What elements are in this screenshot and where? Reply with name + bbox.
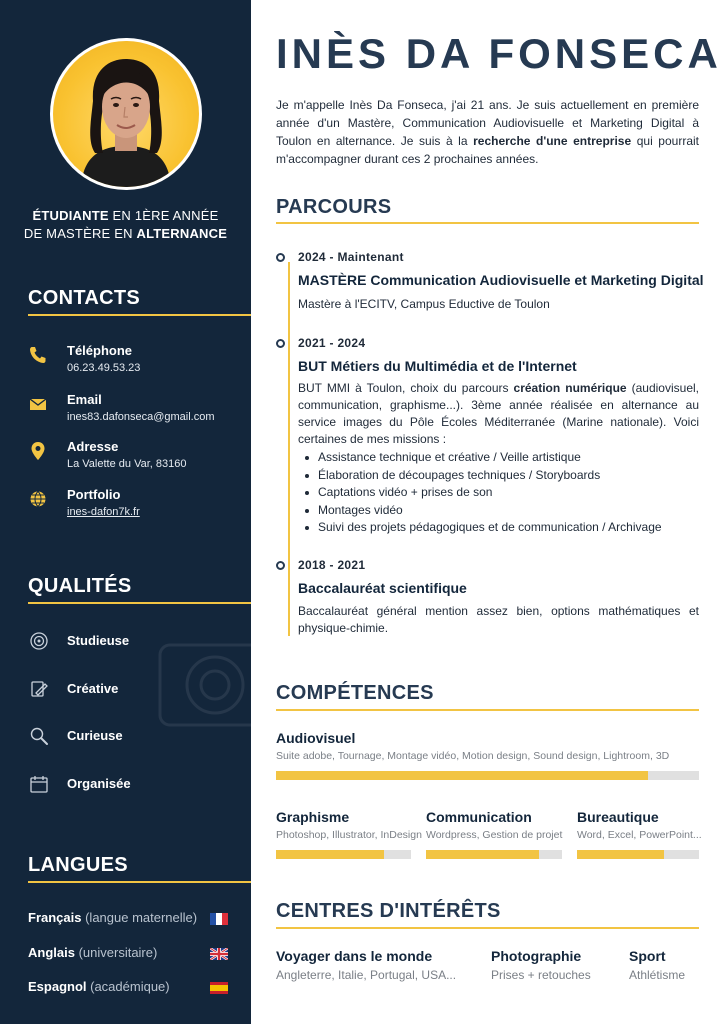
profile-photo [50,38,202,190]
language-francais: Français (langue maternelle) [28,910,228,928]
skill-bar-fill [276,771,648,780]
paint-icon [28,678,50,700]
contact-phone-value: 06.23.49.53.23 [67,362,141,374]
list-item: Montages vidéo [298,502,699,520]
camera-decoration-icon [150,615,251,775]
skill-bar [276,771,699,780]
entry-date: 2018 - 2021 [298,558,366,572]
portrait-illustration [53,41,199,187]
competences-divider [276,709,699,711]
languages-divider [28,881,251,883]
contacts-heading: CONTACTS [28,287,141,309]
quality-label: Studieuse [67,633,130,648]
entry-text: Baccalauréat général mention assez bien, options mathématiques et physique-chimie. [298,604,699,635]
intro-paragraph: Je m'appelle Inès Da Fonseca, j'ai 21 ans. Je suis actuellement en première année d'un Mastère, Communication Audiovisuelle et Marketing Digital à Toulon en alternance. Je suis à la recherche d'une entreprise qui pourrait m'accompagner durant ces 2 prochaines années. [276,98,699,166]
skill-bar [276,850,411,859]
contact-address[interactable] [28,439,248,479]
calendar-icon [28,773,50,795]
interest-title: Voyager dans le monde [276,948,433,964]
full-name: INÈS DA FONSECA [276,30,722,77]
spain-flag-icon [210,982,228,994]
contact-email-label: Email [67,392,102,407]
interest-title: Photographie [491,948,582,964]
interest-subtitle: Angleterre, Italie, Portugal, USA... [276,968,457,982]
profile-subtitle: ÉTUDIANTE EN 1ÈRE ANNÉE DE MASTÈRE EN ALTERNANCE [23,208,228,241]
contact-address-value: La Valette du Var, 83160 [67,458,187,470]
entry-date: 2021 - 2024 [298,336,366,350]
quality-label: Curieuse [67,728,123,743]
quality-label: Créative [67,681,119,696]
sidebar [0,0,251,1024]
contact-phone-label: Téléphone [67,343,133,358]
skill-title: Bureautique [577,809,659,825]
entry-title: MASTÈRE Communication Audiovisuelle et Marketing Digital [298,272,704,288]
entry-text: Mastère à l'ECITV, Campus Eductive de Toulon [298,297,550,311]
contacts-divider [28,314,251,316]
skill-bar [426,850,562,859]
timeline-dot [276,253,285,262]
interest-subtitle: Prises + retouches [491,968,591,982]
skill-title: Communication [426,809,532,825]
interests-heading: CENTRES D'INTÉRÊTS [276,900,501,922]
skill-bar [577,850,699,859]
timeline-dot [276,561,285,570]
contact-phone[interactable] [28,343,248,383]
location-pin-icon [28,441,48,461]
contact-portfolio-label: Portfolio [67,487,121,502]
parcours-heading: PARCOURS [276,196,392,218]
timeline-dot [276,339,285,348]
magnifier-icon [28,725,50,747]
missions-list [298,449,699,537]
uk-flag-icon [210,948,228,960]
target-icon [28,630,50,652]
skill-title: Graphisme [276,809,350,825]
list-item: Suivi des projets pédagogiques et de communication / Archivage [298,519,699,537]
skill-bar-fill [276,850,384,859]
skill-bar-fill [577,850,664,859]
interest-subtitle: Athlétisme [629,968,686,982]
timeline-line [288,262,290,636]
entry-text: BUT MMI à Toulon, choix du parcours création numérique (audiovisuel, communication, graphisme...). 3ème année réalisée en alternance au service images du Pôle Écoles Méditerranée (Marine nationale). Voici certaines de mes missions : [298,381,699,446]
skill-title: Audiovisuel [276,730,356,746]
skill-subtitle: Wordpress, Gestion de projet [426,829,563,841]
skill-bar-fill [426,850,539,859]
qualities-divider [28,602,251,604]
contact-portfolio[interactable] [28,487,248,527]
list-item: Élaboration de découpages techniques / Storyboards [298,467,699,485]
skill-subtitle: Word, Excel, PowerPoint... [577,829,702,841]
portfolio-link[interactable]: ines-dafon7k.fr [67,506,140,518]
entry-title: BUT Métiers du Multimédia et de l'Internet [298,358,577,374]
phone-icon [28,345,48,365]
entry-date: 2024 - Maintenant [298,250,404,264]
languages-heading: LANGUES [28,854,128,876]
entry-title: Baccalauréat scientifique [298,580,467,596]
skill-subtitle: Suite adobe, Tournage, Montage vidéo, Motion design, Sound design, Lightroom, 3D [276,750,670,762]
contact-email[interactable] [28,392,248,432]
skill-subtitle: Photoshop, Illustrator, InDesign [276,829,422,841]
globe-icon [28,489,48,509]
contact-email-value: ines83.dafonseca@gmail.com [67,411,215,423]
mail-icon [28,394,48,414]
france-flag-icon [210,913,228,925]
list-item: Captations vidéo + prises de son [298,484,699,502]
list-item: Assistance technique et créative / Veille artistique [298,449,699,467]
contact-address-label: Adresse [67,439,119,454]
competences-heading: COMPÉTENCES [276,682,434,704]
quality-label: Organisée [67,776,131,791]
qualities-heading: QUALITÉS [28,575,132,597]
parcours-divider [276,222,699,224]
interest-title: Sport [629,948,666,964]
language-anglais: Anglais (universitaire) [28,945,228,963]
interests-divider [276,927,699,929]
language-espagnol: Espagnol (académique) [28,979,228,997]
quality-organisee [28,773,248,797]
